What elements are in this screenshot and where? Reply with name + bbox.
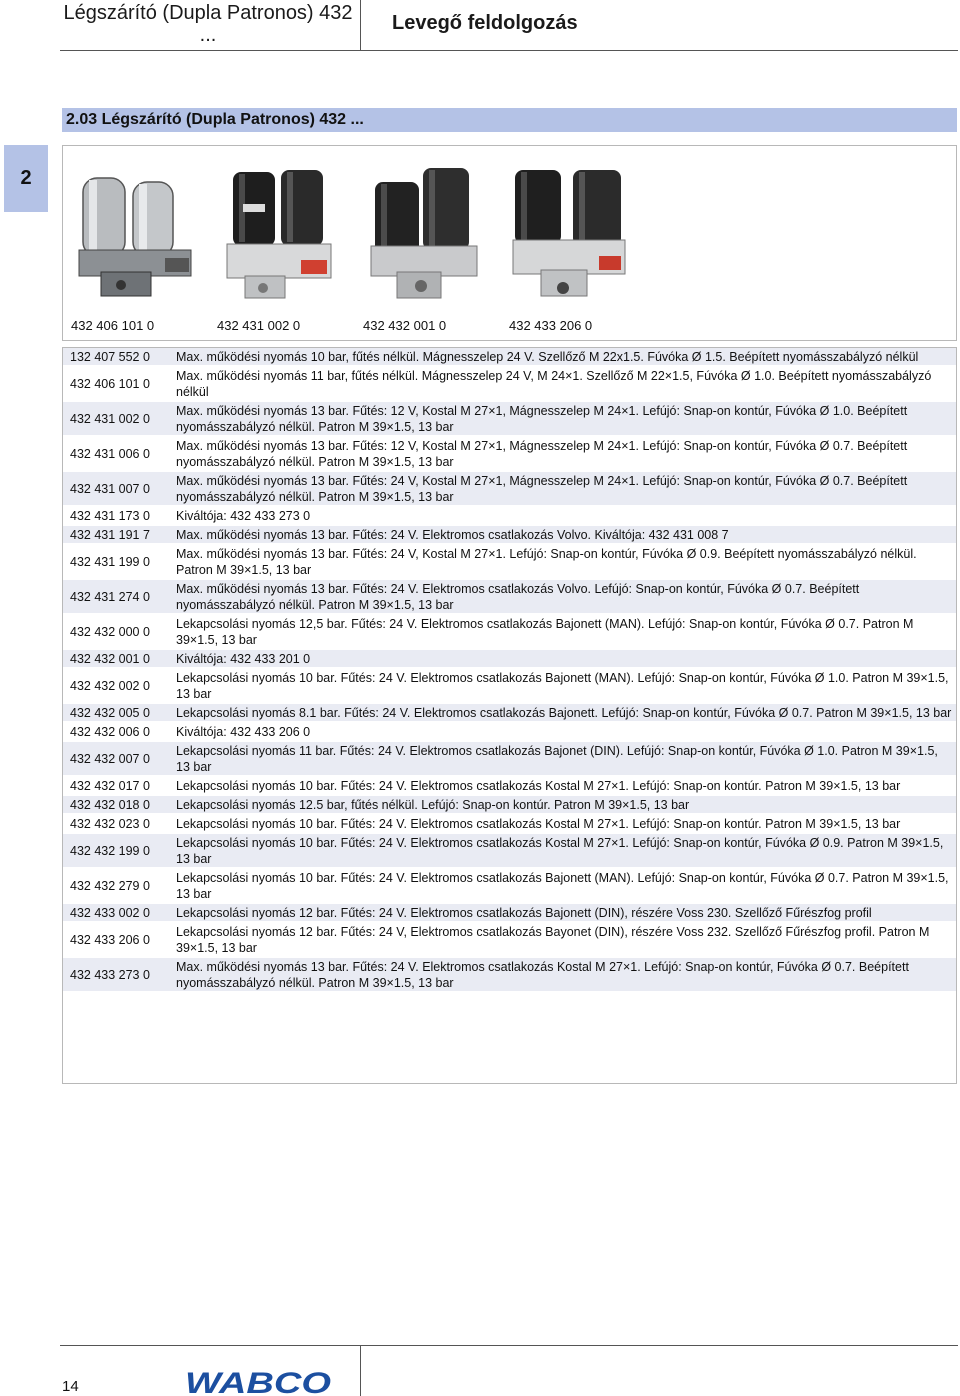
svg-text:WABCO: WABCO (185, 1368, 331, 1396)
product-photo-4 (507, 160, 637, 310)
section-title: 2.03 Légszárító (Dupla Patronos) 432 ... (62, 108, 957, 132)
parts-table (62, 348, 957, 993)
table-row (62, 703, 957, 722)
table-row (62, 366, 957, 401)
part-number: 432 432 018 0 (62, 795, 176, 814)
header-left-title: Légszárító (Dupla Patronos) 432 ... (63, 2, 353, 46)
table-row (62, 348, 957, 366)
table-row (62, 614, 957, 649)
part-number: 432 431 173 0 (62, 506, 176, 525)
wabco-logo (184, 1368, 332, 1396)
table-row (62, 401, 957, 436)
part-description: Max. működési nyomás 13 bar. Fűtés: 24 V, Kostal M 27×1, Mágnesszelep M 24×1. Lefújó: Snap-on kontúr, Fúvóka Ø 0.7. Beépített nyomásszabályzó nélkül. Patron M 39×1.5, 13 bar (176, 471, 957, 506)
table-row (62, 776, 957, 795)
part-description: Lekapcsolási nyomás 12,5 bar. Fűtés: 24 V. Elektromos csatlakozás Bajonett (MAN). Lefújó: Snap-on kontúr, Fúvóka Ø 0.7. Patron M 39×1.5, 13 bar (176, 614, 957, 649)
photo-3-code: 432 432 001 0 (363, 318, 447, 333)
table-row (62, 903, 957, 922)
part-number: 432 431 274 0 (62, 579, 176, 614)
part-description: Kiváltója: 432 433 273 0 (176, 506, 957, 525)
part-number: 432 432 279 0 (62, 868, 176, 903)
part-number: 432 432 002 0 (62, 668, 176, 703)
part-description: Lekapcsolási nyomás 10 bar. Fűtés: 24 V. Elektromos csatlakozás Bajonett (MAN). Lefújó: Snap-on kontúr, Fúvóka Ø 1.0. Patron M 39×1.5, 13 bar (176, 668, 957, 703)
table-row (62, 722, 957, 741)
part-description: Max. működési nyomás 13 bar. Fűtés: 24 V. Elektromos csatlakozás Kostal M 27×1. Lefújó: Snap-on kontúr, Fúvóka Ø 0.7. Beépített nyomásszabályzó nélkül. Patron M 39×1.5, 13 bar (176, 957, 957, 992)
table-row (62, 922, 957, 957)
part-description: Max. működési nyomás 11 bar, fűtés nélkül. Mágnesszelep 24 V, M 24×1. Szellőző M 22×1.5, Fúvóka Ø 1.0. Beépített nyomásszabályzó nélkül (176, 366, 957, 401)
part-number: 432 431 007 0 (62, 471, 176, 506)
table-row (62, 436, 957, 471)
part-number: 132 407 552 0 (62, 348, 176, 366)
part-number: 432 431 199 0 (62, 544, 176, 579)
part-description: Lekapcsolási nyomás 8.1 bar. Fűtés: 24 V. Elektromos csatlakozás Bajonett. Lefújó: Snap-on kontúr, Fúvóka Ø 0.7. Patron M 39×1.5, 13 bar (176, 703, 957, 722)
footer-rule (60, 1345, 958, 1346)
part-number: 432 432 001 0 (62, 649, 176, 668)
part-description: Lekapcsolási nyomás 12.5 bar, fűtés nélkül. Lefújó: Snap-on kontúr. Patron M 39×1.5, 13 bar (176, 795, 957, 814)
part-number: 432 431 002 0 (62, 401, 176, 436)
table-row (62, 814, 957, 833)
table-row (62, 579, 957, 614)
part-description: Lekapcsolási nyomás 10 bar. Fűtés: 24 V. Elektromos csatlakozás Kostal M 27×1. Lefújó: Snap-on kontúr. Patron M 39×1.5, 13 bar (176, 776, 957, 795)
part-number: 432 432 199 0 (62, 833, 176, 868)
header-divider (360, 0, 361, 51)
table-row (62, 795, 957, 814)
part-number: 432 432 023 0 (62, 814, 176, 833)
chapter-tab: 2 (4, 145, 48, 212)
product-photo-panel (62, 145, 957, 341)
part-number: 432 432 006 0 (62, 722, 176, 741)
part-description: Lekapcsolási nyomás 10 bar. Fűtés: 24 V. Elektromos csatlakozás Kostal M 27×1. Lefújó: Snap-on kontúr, Fúvóka Ø 0.9. Patron M 39×1.5, 13 bar (176, 833, 957, 868)
part-number: 432 432 007 0 (62, 741, 176, 776)
product-photo-3 (361, 160, 491, 310)
part-description: Lekapcsolási nyomás 12 bar. Fűtés: 24 V. Elektromos csatlakozás Bajonett (DIN), részére Voss 230. Szellőző Fűrészfog profil (176, 903, 957, 922)
table-row (62, 506, 957, 525)
table-row (62, 544, 957, 579)
table-row (62, 741, 957, 776)
part-number: 432 432 005 0 (62, 703, 176, 722)
photo-4-code: 432 433 206 0 (509, 318, 593, 333)
product-photo-2 (215, 160, 345, 310)
part-description: Max. működési nyomás 13 bar. Fűtés: 24 V. Elektromos csatlakozás Volvo. Kiváltója: 432 431 008 7 (176, 525, 957, 544)
table-row (62, 957, 957, 992)
part-description: Max. működési nyomás 13 bar. Fűtés: 12 V, Kostal M 27×1, Mágnesszelep M 24×1. Lefújó: Snap-on kontúr, Fúvóka Ø 1.0. Beépített nyomásszabályzó nélkül. Patron M 39×1.5, 13 bar (176, 401, 957, 436)
part-number: 432 432 000 0 (62, 614, 176, 649)
footer-divider (360, 1345, 361, 1396)
part-number: 432 406 101 0 (62, 366, 176, 401)
part-description: Max. működési nyomás 13 bar. Fűtés: 12 V, Kostal M 27×1, Mágnesszelep M 24×1. Lefújó: Snap-on kontúr, Fúvóka Ø 0.7. Beépített nyomásszabályzó nélkül. Patron M 39×1.5, 13 bar (176, 436, 957, 471)
photo-1-code: 432 406 101 0 (71, 318, 155, 333)
part-description: Max. működési nyomás 13 bar. Fűtés: 24 V. Elektromos csatlakozás Volvo. Lefújó: Snap-on kontúr, Fúvóka Ø 0.7. Beépített nyomásszabályzó nélkül. Patron M 39×1.5, 13 bar (176, 579, 957, 614)
part-number: 432 433 273 0 (62, 957, 176, 992)
table-row (62, 668, 957, 703)
part-description: Max. működési nyomás 10 bar, fűtés nélkül. Mágnesszelep 24 V. Szellőző M 22x1.5. Fúvóka Ø 1.5. Beépített nyomásszabályzó nélkül (176, 348, 957, 366)
product-photo-1 (71, 160, 201, 310)
table-row (62, 833, 957, 868)
table-row (62, 868, 957, 903)
part-number: 432 432 017 0 (62, 776, 176, 795)
part-description: Kiváltója: 432 433 206 0 (176, 722, 957, 741)
table-row (62, 649, 957, 668)
part-number: 432 431 006 0 (62, 436, 176, 471)
photo-2-code: 432 431 002 0 (217, 318, 301, 333)
header-right-title: Levegő feldolgozás (392, 12, 578, 34)
page-number: 14 (62, 1378, 79, 1395)
table-row (62, 471, 957, 506)
header-rule (60, 50, 958, 51)
part-number: 432 433 002 0 (62, 903, 176, 922)
part-description: Kiváltója: 432 433 201 0 (176, 649, 957, 668)
part-number: 432 431 191 7 (62, 525, 176, 544)
part-description: Lekapcsolási nyomás 10 bar. Fűtés: 24 V. Elektromos csatlakozás Bajonett (MAN). Lefújó: Snap-on kontúr, Fúvóka Ø 0.7. Patron M 39×1.5, 13 bar (176, 868, 957, 903)
part-description: Lekapcsolási nyomás 11 bar. Fűtés: 24 V. Elektromos csatlakozás Bajonet (DIN). Lefújó: Snap-on kontúr, Fúvóka Ø 1.0. Patron M 39×1.5, 13 bar (176, 741, 957, 776)
table-row (62, 525, 957, 544)
part-number: 432 433 206 0 (62, 922, 176, 957)
part-description: Lekapcsolási nyomás 10 bar. Fűtés: 24 V. Elektromos csatlakozás Kostal M 27×1. Lefújó: Snap-on kontúr. Patron M 39×1.5, 13 bar (176, 814, 957, 833)
part-description: Lekapcsolási nyomás 12 bar. Fűtés: 24 V, Elektromos csatlakozás Bayonet (DIN), részére Voss 232. Szellőző Fűrészfog profil. Patron M 39×1.5, 13 bar (176, 922, 957, 957)
part-description: Max. működési nyomás 13 bar. Fűtés: 24 V, Kostal M 27×1. Lefújó: Snap-on kontúr, Fúvóka Ø 0.9. Beépített nyomásszabályzó nélkül. Patron M 39×1.5, 13 bar (176, 544, 957, 579)
